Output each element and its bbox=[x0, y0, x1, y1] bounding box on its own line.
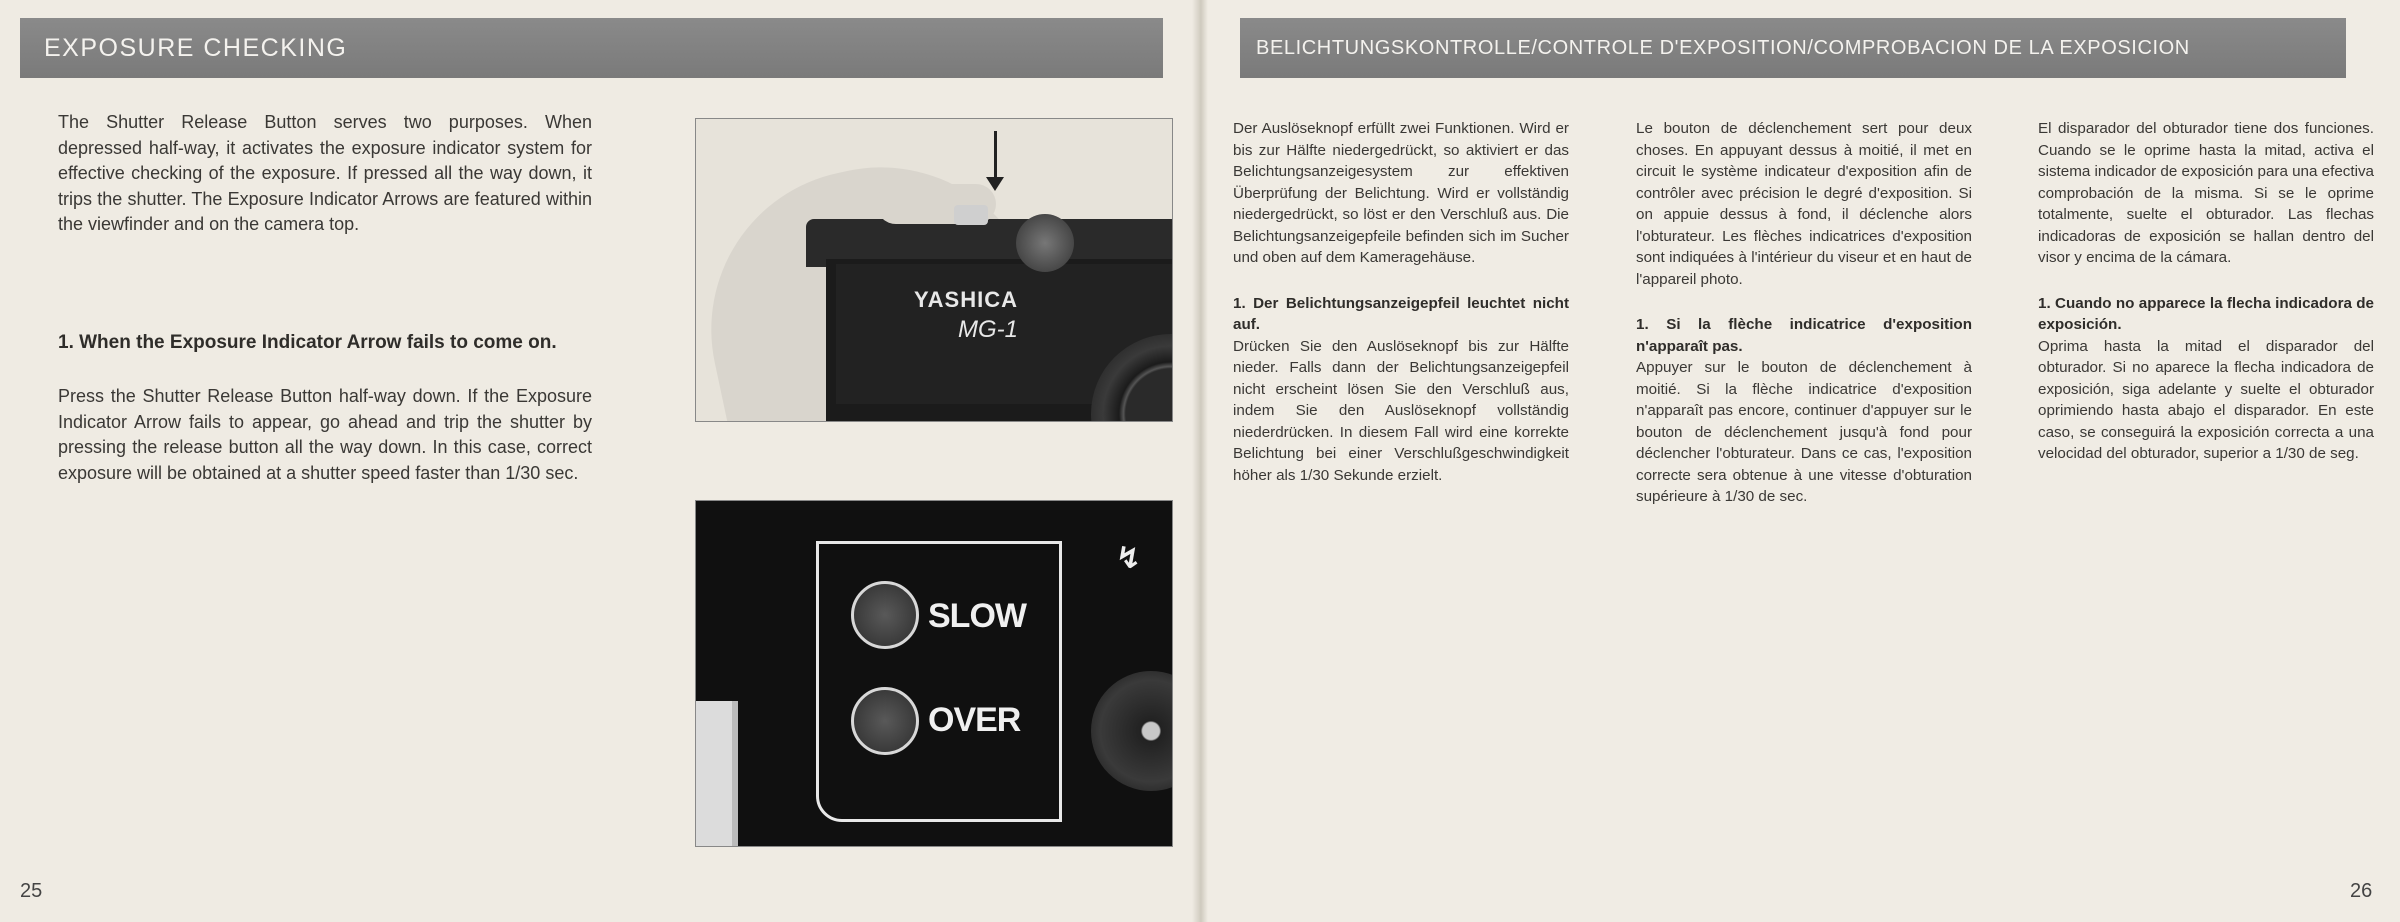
french-column bbox=[1636, 118, 1972, 508]
shutter-button-shape bbox=[954, 205, 988, 225]
german-intro: Der Auslöseknopf erfüllt zwei Funktionen. Wird er bis zur Hälfte niedergedrückt, so aktiviert er das Belichtungsanzeigesystem zur effektiven Überprüfung der Belichtung. Wird er vollständig niedergedrückt, so löst er den Verschluß aus. Die Belichtungsanzeigepfeile befinden sich im Sucher und oben auf dem Kameragehäuse. bbox=[1233, 120, 1569, 266]
slow-label: SLOW bbox=[928, 597, 1026, 635]
page-number-left: 25 bbox=[20, 880, 43, 902]
page-gutter bbox=[1192, 0, 1208, 922]
camera-brand-text: YASHICA bbox=[914, 287, 1018, 312]
spanish-column bbox=[2038, 118, 2374, 465]
page-number-right: 26 bbox=[2350, 880, 2373, 902]
english-body bbox=[58, 384, 592, 486]
exposure-indicator-photo bbox=[695, 500, 1173, 847]
spanish-heading: 1. Cuando no apparece la flecha indicadora de exposición. bbox=[2038, 294, 2374, 333]
indicator-panel-frame bbox=[816, 541, 1062, 822]
section-banner-english: EXPOSURE CHECKING bbox=[20, 18, 1163, 78]
english-heading: 1. When the Exposure Indicator Arrow fails to come on. bbox=[58, 332, 557, 353]
english-intro-text: The Shutter Release Button serves two purposes. When depressed half-way, it activates the exposure indicator system for effective checking of the exposure. If pressed all the way down, it trips the shutter. The Exposure Indicator Arrows are featured within the viewfinder and on the camera top. bbox=[58, 112, 592, 234]
english-intro bbox=[58, 110, 592, 238]
camera-dial bbox=[1016, 214, 1074, 272]
down-arrow-icon bbox=[986, 177, 1004, 191]
french-intro: Le bouton de déclenchement sert pour deux choses. En appuyant dessus à moitié, il met en circuit le système indicateur d'exposition afin de contrôler avec précision le degré d'exposition. Si on appuie dessus à fond, il déclenche alors l'obturateur. Les flèches indicatrices d'exposition sont indiquées à l'intérieur du viseur et en haut de l'appareil photo. bbox=[1636, 120, 1972, 288]
frame-strip bbox=[696, 701, 738, 846]
section-banner-multilingual: BELICHTUNGSKONTROLLE/CONTROLE D'EXPOSITION/COMPROBACION DE LA EXPOSICION bbox=[1240, 18, 2346, 78]
camera-top-photo bbox=[695, 118, 1173, 422]
slow-indicator-lamp bbox=[851, 581, 919, 649]
german-body: Drücken Sie den Auslöseknopf bis zur Hälfte nieder. Falls dann der Belichtungsanzeigepfeil nicht erscheint lösen Sie den Verschluß aus, indem Sie den Auslöseknopf vollständig niederdrücken. In diesem Fall wird eine korrekte Belichtung bei einer Verschlußgeschwindigkeit höher als 1/30 Sekunde erzielt. bbox=[1233, 337, 1569, 484]
german-column bbox=[1233, 118, 1569, 486]
german-heading: 1. Der Belichtungsanzeigepfeil leuchtet nicht auf. bbox=[1233, 294, 1569, 333]
camera-model-text: MG-1 bbox=[958, 316, 1018, 343]
press-arrow-line bbox=[994, 131, 997, 181]
spanish-intro: El disparador del obturador tiene dos funciones. Cuando se le oprime hasta la mitad, activa el sistema indicador de exposición para una efectiva comprobación de la misma. Si se le oprime totalmente, suelte el obturador. Las flechas indicadoras de exposición se hallan dentro del visor y encima de la cámara. bbox=[2038, 120, 2375, 266]
french-body: Appuyer sur le bouton de déclenchement à moitié. Si la flèche indicatrice d'exposition n'apparaît pas encore, continuer d'appuyer sur le bouton de déclenchement jusqu'à fond pour déclencher l'obturateur. Dans ce cas, l'exposition correcte sera obtenue à une vitesse d'obturation supérieure à 1/30 de sec. bbox=[1636, 359, 1972, 505]
english-body-text: Press the Shutter Release Button half-way down. If the Exposure Indicator Arrow fails to appear, go ahead and trip the shutter by pressing the release button all the way down. In this case, correct exposure will be obtained at a shutter speed faster than 1/30 sec. bbox=[58, 386, 592, 483]
french-heading: 1. Si la flèche indicatrice d'exposition n'apparaît pas. bbox=[1636, 316, 1972, 355]
over-label: OVER bbox=[928, 701, 1021, 739]
over-indicator-lamp bbox=[851, 687, 919, 755]
camera-knob bbox=[1091, 671, 1173, 791]
flash-symbol-icon: ↯ bbox=[1116, 542, 1142, 575]
spanish-body: Oprima hasta la mitad el disparador del obturador. Si no aparece la flecha indicadora de exposición, siga adelante y suelte el obturador oprimiendo hasta abajo el disparador. En este caso, se conseguirá la exposición correcta a una velocidad del obturador, superior a 1/30 de seg. bbox=[2038, 337, 2374, 462]
